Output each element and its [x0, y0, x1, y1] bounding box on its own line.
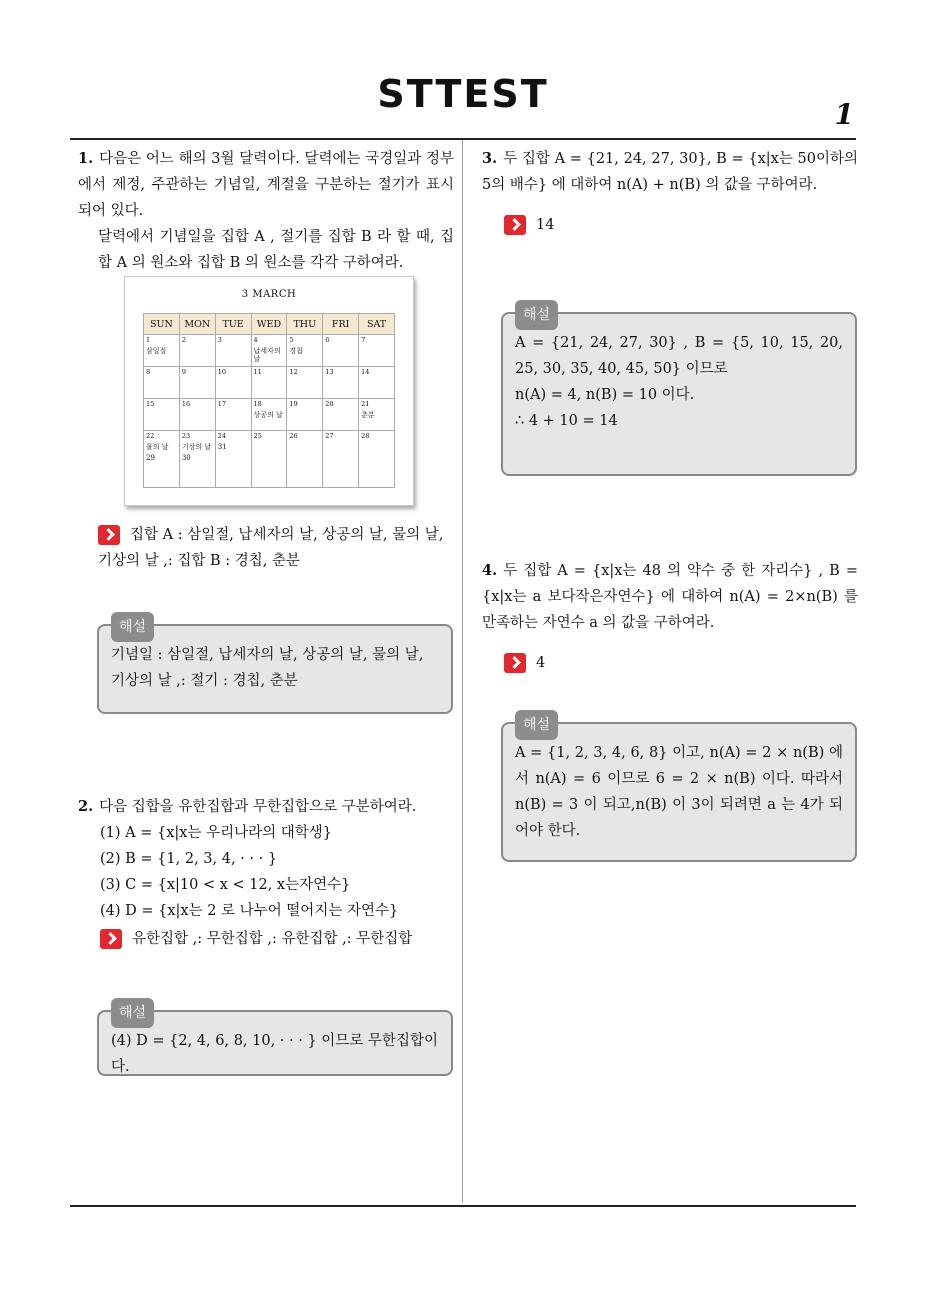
question-number: 4. — [482, 562, 498, 579]
calendar-cell — [144, 367, 180, 399]
calendar-date: 5 — [289, 336, 294, 344]
question-text: 다음은 어느 해의 3월 달력이다. 달력에는 국경일과 정부에서 제정, 주관하는 기념일, 계절을 구분하는 절기가 표시되어 있다. — [78, 151, 454, 219]
calendar-event: 기상의 날 — [181, 443, 212, 451]
calendar-day-header: FRI — [323, 314, 359, 335]
calendar-date: 22 — [146, 432, 155, 440]
calendar-event: 상공의 날 — [253, 411, 283, 419]
calendar-date: 6 — [325, 336, 330, 344]
calendar-cell — [287, 367, 323, 399]
calendar-cell — [251, 367, 287, 399]
calendar-date: 13 — [325, 368, 334, 376]
solution-tag: 해설 — [111, 998, 154, 1028]
calendar-cell — [144, 431, 180, 488]
solution-line: n(A) = 4, n(B) = 10 이다. — [515, 387, 695, 403]
calendar-cell — [359, 335, 395, 367]
footer-rule — [70, 1205, 856, 1207]
solution-box-2 — [97, 1005, 453, 1076]
calendar-date: 24 — [217, 432, 226, 440]
question-1 — [78, 146, 454, 276]
calendar-date: 21 — [361, 400, 370, 408]
calendar-title: 3 MARCH — [241, 289, 297, 300]
question-2 — [78, 794, 454, 952]
set-item: (2) B = {1, 2, 3, 4, · · · } — [100, 851, 278, 867]
calendar-cell — [144, 335, 180, 367]
calendar-date: 12 — [289, 368, 298, 376]
calendar-date: 10 — [217, 368, 226, 376]
calendar-cell — [144, 399, 180, 431]
question-number: 1. — [78, 150, 94, 167]
calendar-cell — [323, 335, 359, 367]
calendar-date: 18 — [253, 400, 262, 408]
calendar-date: 20 — [325, 400, 334, 408]
calendar-cell — [179, 335, 215, 367]
calendar-date: 31 — [217, 443, 227, 451]
answer-text: 유한집합 ,: 무한집합 ,: 유한집합 ,: 무한집합 — [132, 931, 413, 947]
set-item: (4) D = {x|x는 2 로 나누어 떨어지는 자연수} — [100, 903, 399, 919]
calendar-date: 11 — [253, 368, 262, 376]
calendar-date: 2 — [181, 336, 186, 344]
calendar-cell — [323, 399, 359, 431]
header-rule — [70, 138, 856, 140]
calendar-date: 26 — [289, 432, 298, 440]
calendar-event: 삼일절 — [146, 347, 167, 355]
answer-text: 14 — [536, 217, 555, 233]
calendar-cell — [287, 431, 323, 488]
question-text: 두 집합 A = {21, 24, 27, 30}, B = {x|x는 50이하의 5의 배수} 에 대하여 n(A) + n(B) 의 값을 구하여라. — [482, 151, 858, 193]
calendar-cell — [215, 335, 251, 367]
answer-text: 집합 A : 삼일절, 납세자의 날, 상공의 날, 물의 날, 기상의 날 ,: 집합 B : 경칩, 춘분 — [98, 527, 444, 569]
solution-tag: 해설 — [111, 612, 154, 642]
calendar-cell — [179, 367, 215, 399]
solution-text: (4) D = {2, 4, 6, 8, 10, · · · } 이므로 무한집합이다. — [111, 1033, 438, 1075]
answer-arrow-icon — [504, 215, 526, 235]
solution-line: ∴ 4 + 10 = 14 — [515, 413, 618, 429]
solution-text: A = {1, 2, 3, 4, 6, 8} 이고, n(A) = 2 × n(B) 에서 n(A) = 6 이므로 6 = 2 × n(B) 이다. 따라서 n(B) = 3 이 되고,n(B) 이 3이 되려면 a 는 4가 되어야 한다. — [515, 745, 843, 839]
solution-tag: 해설 — [515, 710, 558, 740]
calendar-date: 16 — [181, 400, 191, 408]
calendar-date: 17 — [217, 400, 226, 408]
solution-box-1 — [97, 619, 453, 714]
calendar-date: 4 — [253, 336, 258, 344]
answer-3 — [504, 212, 858, 238]
set-item: (1) A = {x|x는 우리나라의 대학생} — [100, 825, 332, 841]
question-text-2: 달력에서 기념일을 집합 A , 절기를 집합 B 라 할 때, 집합 A 의 원소와 집합 B 의 원소를 각각 구하여라. — [98, 229, 454, 271]
calendar-day-header: TUE — [215, 314, 251, 335]
question-4 — [482, 558, 858, 676]
question-text: 두 집합 A = {x|x는 48 의 약수 중 한 자리수} , B = {x|x는 a 보다작은자연수} 에 대하여 n(A) = 2×n(B) 를 만족하는 자연수 a 의 값을 구하여라. — [482, 563, 858, 631]
calendar-date: 14 — [361, 368, 370, 376]
calendar-cell — [179, 431, 215, 488]
answer-2 — [100, 926, 454, 952]
calendar-event: 춘분 — [361, 411, 375, 419]
calendar-date: 15 — [146, 400, 155, 408]
calendar-date: 7 — [361, 336, 366, 344]
calendar-cell — [287, 335, 323, 367]
answer-arrow-icon — [100, 929, 122, 949]
calendar-cell — [215, 399, 251, 431]
answer-4 — [504, 650, 858, 676]
calendar-cell — [251, 399, 287, 431]
set-item: (3) C = {x|10 < x < 12, x는자연수} — [100, 877, 351, 893]
page-number: 1 — [834, 98, 854, 131]
calendar-day-header: MON — [179, 314, 215, 335]
calendar-date: 27 — [325, 432, 334, 440]
calendar-day-header: SAT — [359, 314, 395, 335]
calendar-cell — [359, 367, 395, 399]
question-number: 2. — [78, 798, 94, 815]
calendar-cell — [359, 431, 395, 488]
calendar-day-header: SUN — [144, 314, 180, 335]
answer-arrow-icon — [504, 653, 526, 673]
calendar-day-header: THU — [287, 314, 323, 335]
calendar-date: 1 — [146, 336, 151, 344]
question-3 — [482, 146, 858, 238]
question-text: 다음 집합을 유한집합과 무한집합으로 구분하여라. — [99, 799, 417, 815]
calendar-cell — [323, 431, 359, 488]
answer-arrow-icon — [98, 525, 120, 545]
calendar-grid — [143, 313, 395, 488]
calendar-event: 납세자의 날 — [253, 347, 281, 363]
solution-text: 기념일 : 삼일절, 납세자의 날, 상공의 날, 물의 날, 기상의 날 ,: 절기 : 경칩, 춘분 — [111, 647, 424, 689]
calendar-image — [124, 276, 414, 506]
calendar-date: 25 — [253, 432, 262, 440]
calendar-date: 3 — [217, 336, 222, 344]
solution-box-3 — [501, 307, 857, 476]
solution-line: A = {21, 24, 27, 30} , B = {5, 10, 15, 20, 25, 30, 35, 40, 45, 50} 이므로 — [515, 335, 843, 377]
calendar-date: 9 — [181, 368, 186, 376]
calendar-date: 28 — [361, 432, 370, 440]
calendar-cell — [179, 399, 215, 431]
calendar-day-header: WED — [251, 314, 287, 335]
page-title: STTEST — [377, 72, 549, 116]
answer-text: 4 — [536, 655, 546, 671]
calendar-date: 30 — [181, 454, 191, 462]
calendar-date: 29 — [146, 454, 155, 462]
calendar-cell — [359, 399, 395, 431]
solution-box-4 — [501, 717, 857, 862]
calendar-cell — [323, 367, 359, 399]
calendar-cell — [251, 335, 287, 367]
calendar-cell — [287, 399, 323, 431]
calendar-event: 경칩 — [289, 347, 303, 355]
solution-tag: 해설 — [515, 300, 558, 330]
question-number: 3. — [482, 150, 498, 167]
calendar-date: 8 — [146, 368, 151, 376]
calendar-cell — [251, 431, 287, 488]
calendar-cell — [215, 431, 251, 488]
answer-1 — [98, 522, 456, 574]
calendar-date: 23 — [181, 432, 191, 440]
column-divider — [462, 140, 463, 1202]
calendar-date: 19 — [289, 400, 298, 408]
calendar-cell — [215, 367, 251, 399]
calendar-event: 물의 날 — [146, 443, 169, 451]
